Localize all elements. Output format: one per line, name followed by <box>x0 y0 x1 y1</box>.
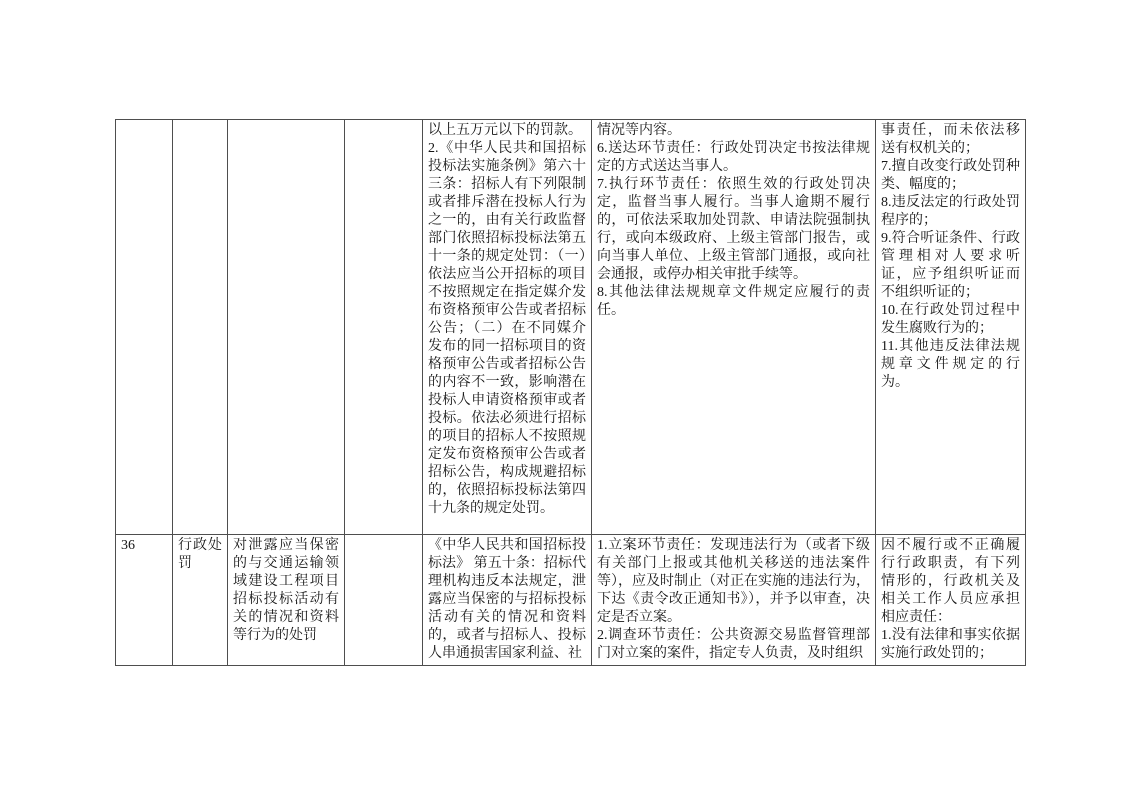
paragraph: 事责任，而未依法移送有权机关的； <box>881 123 1020 156</box>
serial-number: 36 <box>121 538 135 553</box>
cell-accountability-situations <box>876 120 1026 535</box>
cell-responsibility-items <box>592 120 876 535</box>
cell-penalty-category <box>173 535 228 666</box>
penalties-table <box>115 119 1026 666</box>
paragraph: 以上五万元以下的罚款。 <box>428 123 582 138</box>
table-row-continuation <box>116 120 1026 535</box>
paragraph: 9.符合听证条件、行政管理相对人要求听证，应予组织听证而不组织听证的； <box>881 231 1020 300</box>
paragraph: 7.擅自改变行政处罚种类、幅度的； <box>881 159 1020 192</box>
cell-empty-column <box>345 535 423 666</box>
cell-penalty-item <box>228 535 345 666</box>
cell-legal-basis <box>423 535 592 666</box>
cell-responsibility-items <box>592 535 876 666</box>
cell-penalty-category <box>173 120 228 535</box>
paragraph: 10.在行政处罚过程中发生腐败行为的； <box>881 303 1020 336</box>
paragraph: 8.违反法定的行政处罚程序的； <box>881 195 1020 228</box>
paragraph: 7.执行环节责任：依照生效的行政处罚决定，监督当事人履行。当事人逾期不履行的，可依法采取加处罚款、申请法院强制执行，或向本级政府、上级主管部门报告，或向当事人单位、上级主管部门通报，或向社会通报，或停办相关审批手续等。 <box>597 177 870 282</box>
paragraph: 6.送达环节责任：行政处罚决定书按法律规定的方式送达当事人。 <box>597 141 870 174</box>
paragraph: 情况等内容。 <box>597 123 681 138</box>
cell-serial-number <box>116 535 173 666</box>
paragraph: 因不履行或不正确履行行政职责，有下列情形的，行政机关及相关工作人员应承担相应责任： <box>881 538 1020 625</box>
paragraph: 1.没有法律和事实依据实施行政处罚的； <box>881 628 1020 661</box>
cell-serial-number <box>116 120 173 535</box>
cell-accountability-situations <box>876 535 1026 666</box>
paragraph: 2.《中华人民共和国招标投标法实施条例》第六十三条：招标人有下列限制或者排斥潜在投标人行为之一的，由有关行政监督部门依照招标投标法第五十一条的规定处罚：（一）依法应当公开招标的项目不按照规定在指定媒介发布资格预审公告或者招标公告；（二）在不同媒介发布的同一招标项目的资格预审公告或者招标公告的内容不一致，影响潜在投标人申请资格预审或者投标。依法必须进行招标的项目的招标人不按照规定发布资格预审公告或者招标公告，构成规避招标的，依照招标投标法第四十九条的规定处罚。 <box>428 141 586 516</box>
paragraph: 11.其他违反法律法规规章文件规定的行为。 <box>881 339 1020 390</box>
penalty-item-text: 对泄露应当保密的与交通运输领域建设工程项目招标投标活动有关的情况和资料等行为的处罚 <box>233 538 339 643</box>
cell-empty-column <box>345 120 423 535</box>
paragraph: 8.其他法律法规规章文件规定应履行的责任。 <box>597 285 870 318</box>
paragraph: 2.调查环节责任：公共资源交易监督管理部门对立案的案件，指定专人负责，及时组织 <box>597 628 870 661</box>
paragraph: 1.立案环节责任：发现违法行为（或者下级有关部门上报或其他机关移送的违法案件等），应及时制止（对正在实施的违法行为，下达《责令改正通知书》），并予以审查，决定是否立案。 <box>597 538 870 625</box>
paragraph: 《中华人民共和国招标投标法》 第五十条：招标代理机构违反本法规定，泄露应当保密的与招标投标活动有关的情况和资料的，或者与招标人、投标人串通损害国家利益、社 <box>428 538 586 661</box>
penalty-category: 行政处罚 <box>178 538 222 571</box>
cell-legal-basis <box>423 120 592 535</box>
table-row-36 <box>116 535 1026 666</box>
cell-penalty-item <box>228 120 345 535</box>
